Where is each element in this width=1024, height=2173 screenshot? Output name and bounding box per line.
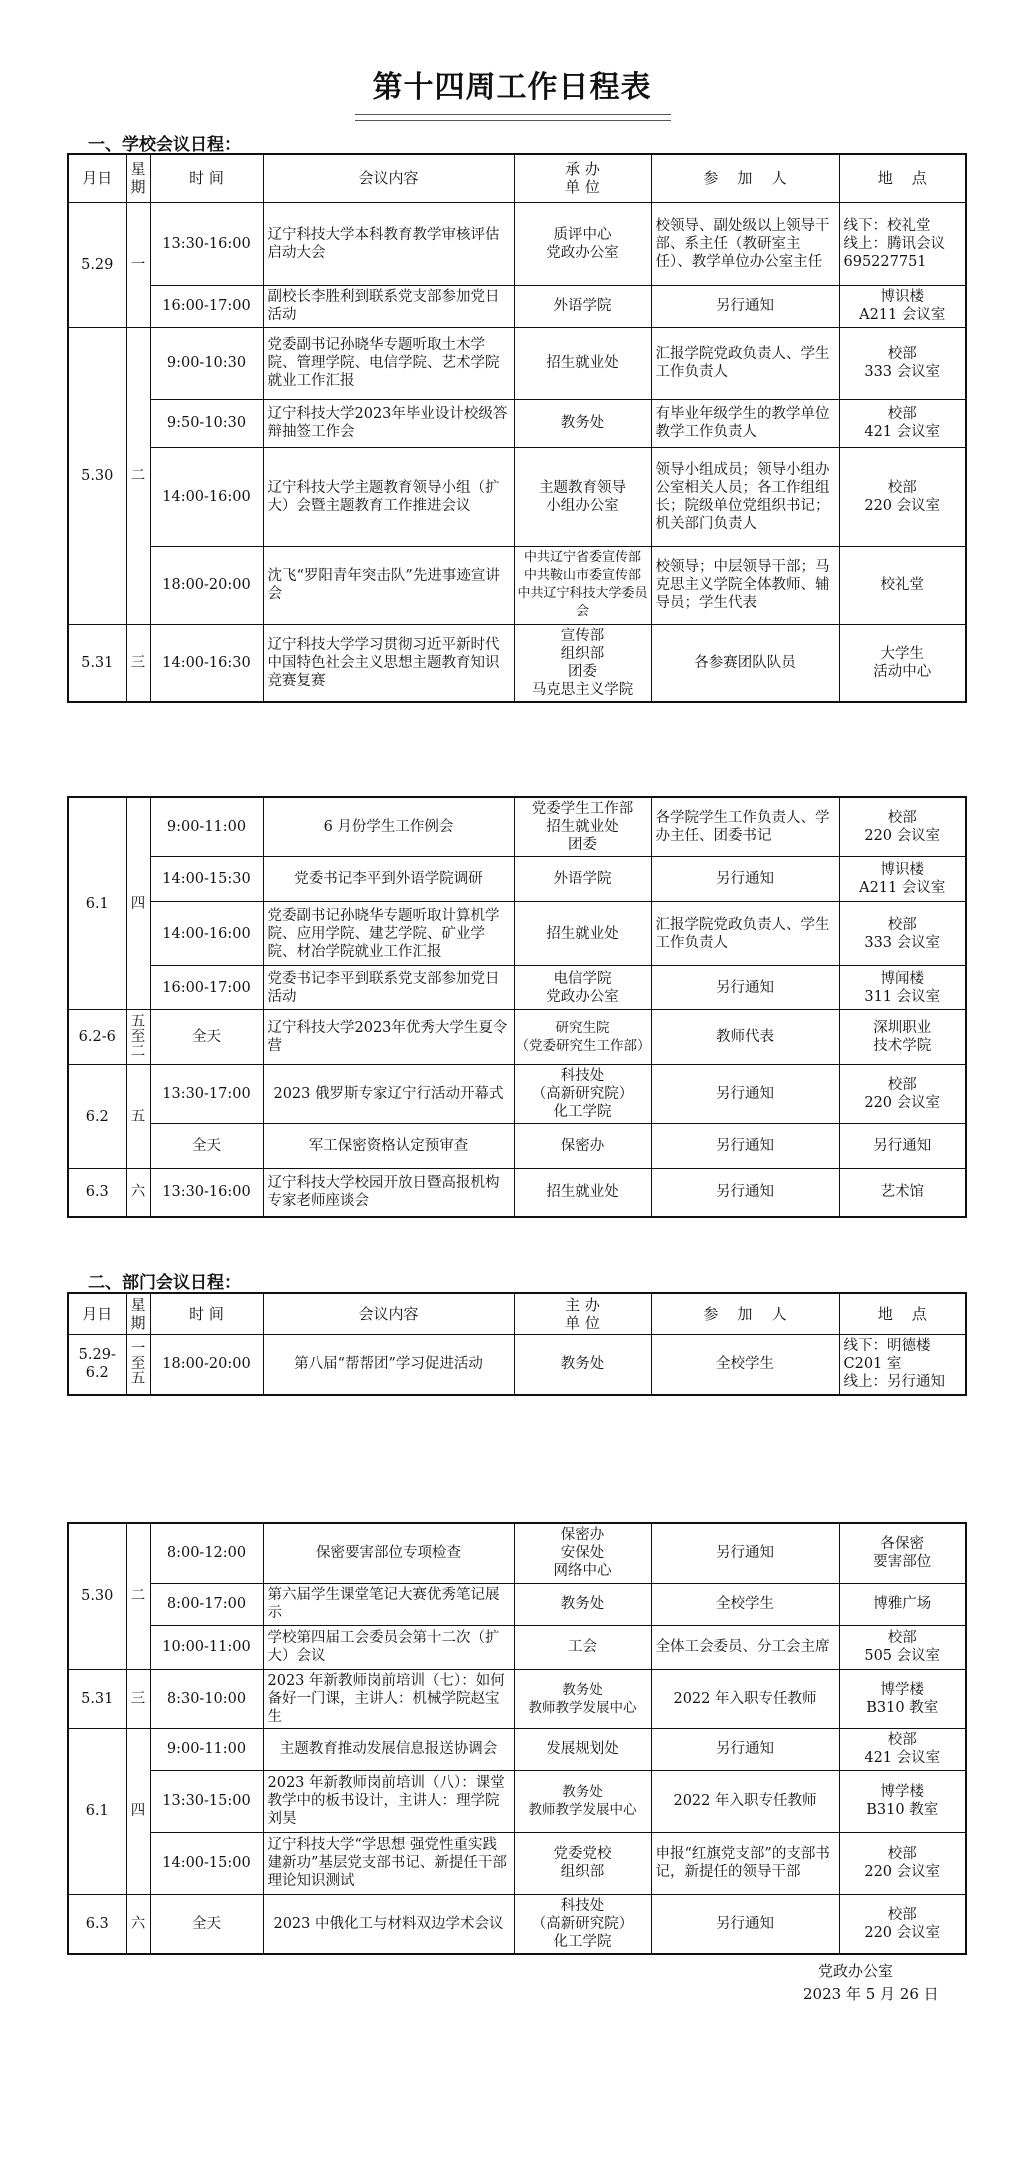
school-schedule-table-2 xyxy=(67,796,967,1218)
location-cell: 各保密 要害部位 xyxy=(839,1523,966,1583)
org-cell: 教务处 教师教学发展中心 xyxy=(514,1770,651,1832)
participants-cell: 全校学生 xyxy=(651,1335,839,1395)
content-cell: 党委副书记孙晓华专题听取土木学院、管理学院、电信学院、艺术学院就业工作汇报 xyxy=(263,327,514,399)
location-cell: 博识楼 A211 会议室 xyxy=(839,857,966,902)
header-content: 会议内容 xyxy=(263,154,514,202)
org-cell: 保密办 xyxy=(514,1124,651,1169)
location-cell: 校部 220 会议室 xyxy=(839,1894,966,1954)
weekday-cell: 三 xyxy=(126,624,150,702)
org-cell: 外语学院 xyxy=(514,285,651,327)
weekday-cell: 二 xyxy=(126,1523,150,1669)
time-cell: 16:00-17:00 xyxy=(150,966,263,1010)
weekday-cell: 三 xyxy=(126,1669,150,1728)
time-cell: 13:30-15:00 xyxy=(150,1770,263,1832)
participants-cell: 教师代表 xyxy=(651,1010,839,1065)
location-cell: 校部 505 会议室 xyxy=(839,1625,966,1669)
location-cell: 艺术馆 xyxy=(839,1169,966,1217)
participants-cell: 另行通知 xyxy=(651,1169,839,1217)
org-cell: 电信学院 党政办公室 xyxy=(514,966,651,1010)
participants-cell: 2022 年入职专任教师 xyxy=(651,1669,839,1728)
location-cell: 线下：校礼堂 线上：腾讯会议 695227751 xyxy=(839,202,966,285)
participants-cell: 2022 年入职专任教师 xyxy=(651,1770,839,1832)
content-cell: 辽宁科技大学校园开放日暨高报机构专家老师座谈会 xyxy=(263,1169,514,1217)
location-cell: 博雅广场 xyxy=(839,1583,966,1625)
department-schedule-table-2 xyxy=(67,1522,967,1955)
content-cell: 党委书记李平到联系党支部参加党日活动 xyxy=(263,966,514,1010)
time-cell: 13:30-17:00 xyxy=(150,1065,263,1124)
org-cell: 教务处 xyxy=(514,399,651,447)
table-row xyxy=(68,966,966,1010)
content-cell: 党委副书记孙晓华专题听取计算机学院、应用学院、建艺学院、矿业学院、材冶学院就业工作汇报 xyxy=(263,902,514,966)
time-cell: 10:00-11:00 xyxy=(150,1625,263,1669)
footer-office: 党政办公室 xyxy=(818,1962,894,1980)
participants-cell: 另行通知 xyxy=(651,1065,839,1124)
participants-cell: 全校学生 xyxy=(651,1583,839,1625)
table-row xyxy=(68,1124,966,1169)
time-cell: 14:00-16:00 xyxy=(150,902,263,966)
participants-cell: 校领导；中层领导干部；马克思主义学院全体教师、辅导员；学生代表 xyxy=(651,546,839,624)
org-cell: 教务处 xyxy=(514,1583,651,1625)
date-cell: 6.3 xyxy=(68,1894,126,1954)
content-cell: 沈飞“罗阳青年突击队”先进事迹宣讲会 xyxy=(263,546,514,624)
time-cell: 9:50-10:30 xyxy=(150,399,263,447)
location-cell: 校部 220 会议室 xyxy=(839,1832,966,1894)
footer-date: 2023 年 5 月 26 日 xyxy=(803,1985,939,2003)
location-cell: 博识楼 A211 会议室 xyxy=(839,285,966,327)
location-cell: 校部 220 会议室 xyxy=(839,797,966,857)
participants-cell: 另行通知 xyxy=(651,857,839,902)
content-cell: 党委书记李平到外语学院调研 xyxy=(263,857,514,902)
org-cell: 主题教育领导 小组办公室 xyxy=(514,447,651,546)
org-cell: 教务处 xyxy=(514,1335,651,1395)
header-content: 会议内容 xyxy=(263,1293,514,1335)
content-cell: 2023 俄罗斯专家辽宁行活动开幕式 xyxy=(263,1065,514,1124)
content-cell: 2023 年新教师岗前培训（八）：课堂教学中的板书设计，主讲人：理学院刘昊 xyxy=(263,1770,514,1832)
participants-cell: 另行通知 xyxy=(651,1728,839,1770)
header-org: 承 办 单 位 xyxy=(514,154,651,202)
time-cell: 13:30-16:00 xyxy=(150,202,263,285)
participants-cell: 全体工会委员、分工会主席 xyxy=(651,1625,839,1669)
location-cell: 线下：明德楼 C201 室 线上：另行通知 xyxy=(839,1335,966,1395)
table-row xyxy=(68,902,966,966)
content-cell: 保密要害部位专项检查 xyxy=(263,1523,514,1583)
section-title-school: 一、学校会议日程： xyxy=(88,135,241,155)
content-cell: 辽宁科技大学主题教育领导小组（扩大）会暨主题教育工作推进会议 xyxy=(263,447,514,546)
table-header-row xyxy=(68,1293,966,1335)
time-cell: 18:00-20:00 xyxy=(150,546,263,624)
org-cell: 教务处 教师教学发展中心 xyxy=(514,1669,651,1728)
time-cell: 9:00-11:00 xyxy=(150,1728,263,1770)
time-cell: 9:00-11:00 xyxy=(150,797,263,857)
weekday-cell: 五 xyxy=(126,1065,150,1169)
date-cell: 6.1 xyxy=(68,797,126,1010)
date-cell: 6.1 xyxy=(68,1728,126,1894)
content-cell: 第六届学生课堂笔记大赛优秀笔记展示 xyxy=(263,1583,514,1625)
content-cell: 辽宁科技大学本科教育教学审核评估启动大会 xyxy=(263,202,514,285)
location-cell: 深圳职业 技术学院 xyxy=(839,1010,966,1065)
content-cell: 学校第四届工会委员会第十二次（扩大）会议 xyxy=(263,1625,514,1669)
content-cell: 6 月份学生工作例会 xyxy=(263,797,514,857)
table-header-row xyxy=(68,154,966,202)
org-cell: 质评中心 党政办公室 xyxy=(514,202,651,285)
org-cell: 科技处 （高新研究院） 化工学院 xyxy=(514,1894,651,1954)
org-cell: 党委学生工作部 招生就业处 团委 xyxy=(514,797,651,857)
content-cell: 辽宁科技大学“学思想 强党性重实践 建新功”基层党支部书记、新提任干部理论知识测试 xyxy=(263,1832,514,1894)
time-cell: 16:00-17:00 xyxy=(150,285,263,327)
time-cell: 全天 xyxy=(150,1010,263,1065)
header-time: 时 间 xyxy=(150,154,263,202)
location-cell: 校礼堂 xyxy=(839,546,966,624)
content-cell: 辽宁科技大学2023年毕业设计校级答辩抽签工作会 xyxy=(263,399,514,447)
participants-cell: 领导小组成员；领导小组办公室相关人员；各工作组组长；院级单位党组织书记；机关部门负责人 xyxy=(651,447,839,546)
content-cell: 军工保密资格认定预审查 xyxy=(263,1124,514,1169)
table-row xyxy=(68,1832,966,1894)
participants-cell: 各参赛团队队员 xyxy=(651,624,839,702)
weekday-cell: 一 至 五 xyxy=(126,1335,150,1395)
location-cell: 博闻楼 311 会议室 xyxy=(839,966,966,1010)
department-schedule-table-1 xyxy=(67,1292,967,1396)
content-cell: 主题教育推动发展信息报送协调会 xyxy=(263,1728,514,1770)
table-row xyxy=(68,447,966,546)
header-location: 地 点 xyxy=(839,1293,966,1335)
org-cell: 中共辽宁省委宣传部 中共鞍山市委宣传部 中共辽宁科技大学委员会 xyxy=(514,546,651,624)
org-cell: 招生就业处 xyxy=(514,1169,651,1217)
org-cell: 外语学院 xyxy=(514,857,651,902)
date-cell: 6.2 xyxy=(68,1065,126,1169)
time-cell: 14:00-16:00 xyxy=(150,447,263,546)
time-cell: 14:00-15:30 xyxy=(150,857,263,902)
date-cell: 5.30 xyxy=(68,1523,126,1669)
location-cell: 校部 421 会议室 xyxy=(839,1728,966,1770)
time-cell: 8:30-10:00 xyxy=(150,1669,263,1728)
time-cell: 18:00-20:00 xyxy=(150,1335,263,1395)
participants-cell: 另行通知 xyxy=(651,285,839,327)
weekday-cell: 二 xyxy=(126,327,150,624)
table-row xyxy=(68,857,966,902)
content-cell: 副校长李胜利到联系党支部参加党日活动 xyxy=(263,285,514,327)
content-cell: 第八届“帮帮团”学习促进活动 xyxy=(263,1335,514,1395)
date-cell: 6.2-6 xyxy=(68,1010,126,1065)
header-org: 主 办 单 位 xyxy=(514,1293,651,1335)
org-cell: 工会 xyxy=(514,1625,651,1669)
table-row xyxy=(68,1335,966,1395)
table-row xyxy=(68,1169,966,1217)
table-row xyxy=(68,1625,966,1669)
table-row xyxy=(68,797,966,857)
weekday-cell: 四 xyxy=(126,797,150,1010)
date-cell: 5.31 xyxy=(68,624,126,702)
org-cell: 研究生院 （党委研究生工作部） xyxy=(514,1010,651,1065)
table-row xyxy=(68,546,966,624)
table-row xyxy=(68,399,966,447)
time-cell: 9:00-10:30 xyxy=(150,327,263,399)
header-participants: 参 加 人 xyxy=(651,154,839,202)
org-cell: 招生就业处 xyxy=(514,327,651,399)
table-row xyxy=(68,1728,966,1770)
content-cell: 辽宁科技大学学习贯彻习近平新时代中国特色社会主义思想主题教育知识竞赛复赛 xyxy=(263,624,514,702)
weekday-cell: 六 xyxy=(126,1894,150,1954)
location-cell: 另行通知 xyxy=(839,1124,966,1169)
participants-cell: 申报“红旗党支部”的支部书记，新提任的领导干部 xyxy=(651,1832,839,1894)
title-underline xyxy=(355,114,671,121)
header-weekday: 星 期 xyxy=(126,154,150,202)
location-cell: 校部 220 会议室 xyxy=(839,447,966,546)
header-date: 月日 xyxy=(68,154,126,202)
participants-cell: 汇报学院党政负责人、学生工作负责人 xyxy=(651,327,839,399)
table-row xyxy=(68,327,966,399)
content-cell: 2023 中俄化工与材料双边学术会议 xyxy=(263,1894,514,1954)
time-cell: 13:30-16:00 xyxy=(150,1169,263,1217)
time-cell: 8:00-12:00 xyxy=(150,1523,263,1583)
location-cell: 校部 220 会议室 xyxy=(839,1065,966,1124)
weekday-cell: 一 xyxy=(126,202,150,327)
header-location: 地 点 xyxy=(839,154,966,202)
location-cell: 校部 333 会议室 xyxy=(839,327,966,399)
org-cell: 党委党校 组织部 xyxy=(514,1832,651,1894)
header-participants: 参 加 人 xyxy=(651,1293,839,1335)
table-row xyxy=(68,202,966,285)
org-cell: 宣传部 组织部 团委 马克思主义学院 xyxy=(514,624,651,702)
date-cell: 5.29- 6.2 xyxy=(68,1335,126,1395)
weekday-cell: 五 至 二 xyxy=(126,1010,150,1065)
date-cell: 6.3 xyxy=(68,1169,126,1217)
location-cell: 校部 333 会议室 xyxy=(839,902,966,966)
participants-cell: 有毕业年级学生的教学单位教学工作负责人 xyxy=(651,399,839,447)
page-title: 第十四周工作日程表 xyxy=(372,70,652,105)
weekday-cell: 四 xyxy=(126,1728,150,1894)
table-row xyxy=(68,1065,966,1124)
participants-cell: 另行通知 xyxy=(651,1124,839,1169)
table-row xyxy=(68,285,966,327)
org-cell: 发展规划处 xyxy=(514,1728,651,1770)
org-cell: 招生就业处 xyxy=(514,902,651,966)
date-cell: 5.30 xyxy=(68,327,126,624)
participants-cell: 各学院学生工作负责人、学办主任、团委书记 xyxy=(651,797,839,857)
participants-cell: 另行通知 xyxy=(651,1894,839,1954)
participants-cell: 另行通知 xyxy=(651,966,839,1010)
header-time: 时 间 xyxy=(150,1293,263,1335)
table-row xyxy=(68,1010,966,1065)
participants-cell: 汇报学院党政负责人、学生工作负责人 xyxy=(651,902,839,966)
table-row xyxy=(68,1669,966,1728)
location-cell: 博学楼 B310 教室 xyxy=(839,1669,966,1728)
table-row xyxy=(68,1770,966,1832)
table-row xyxy=(68,1583,966,1625)
content-cell: 2023 年新教师岗前培训（七）：如何备好一门课，主讲人：机械学院赵宝生 xyxy=(263,1669,514,1728)
location-cell: 校部 421 会议室 xyxy=(839,399,966,447)
header-weekday: 星 期 xyxy=(126,1293,150,1335)
content-cell: 辽宁科技大学2023年优秀大学生夏令营 xyxy=(263,1010,514,1065)
org-cell: 保密办 安保处 网络中心 xyxy=(514,1523,651,1583)
time-cell: 14:00-15:00 xyxy=(150,1832,263,1894)
participants-cell: 校领导、副处级以上领导干部、系主任（教研室主任）、教学单位办公室主任 xyxy=(651,202,839,285)
weekday-cell: 六 xyxy=(126,1169,150,1217)
participants-cell: 另行通知 xyxy=(651,1523,839,1583)
date-cell: 5.29 xyxy=(68,202,126,327)
location-cell: 大学生 活动中心 xyxy=(839,624,966,702)
time-cell: 全天 xyxy=(150,1894,263,1954)
table-row xyxy=(68,1894,966,1954)
time-cell: 14:00-16:30 xyxy=(150,624,263,702)
school-schedule-table-1 xyxy=(67,153,967,703)
table-row xyxy=(68,1523,966,1583)
time-cell: 8:00-17:00 xyxy=(150,1583,263,1625)
time-cell: 全天 xyxy=(150,1124,263,1169)
section-title-department: 二、部门会议日程： xyxy=(88,1273,241,1293)
date-cell: 5.31 xyxy=(68,1669,126,1728)
table-row xyxy=(68,624,966,702)
location-cell: 博学楼 B310 教室 xyxy=(839,1770,966,1832)
header-date: 月日 xyxy=(68,1293,126,1335)
org-cell: 科技处 （高新研究院） 化工学院 xyxy=(514,1065,651,1124)
